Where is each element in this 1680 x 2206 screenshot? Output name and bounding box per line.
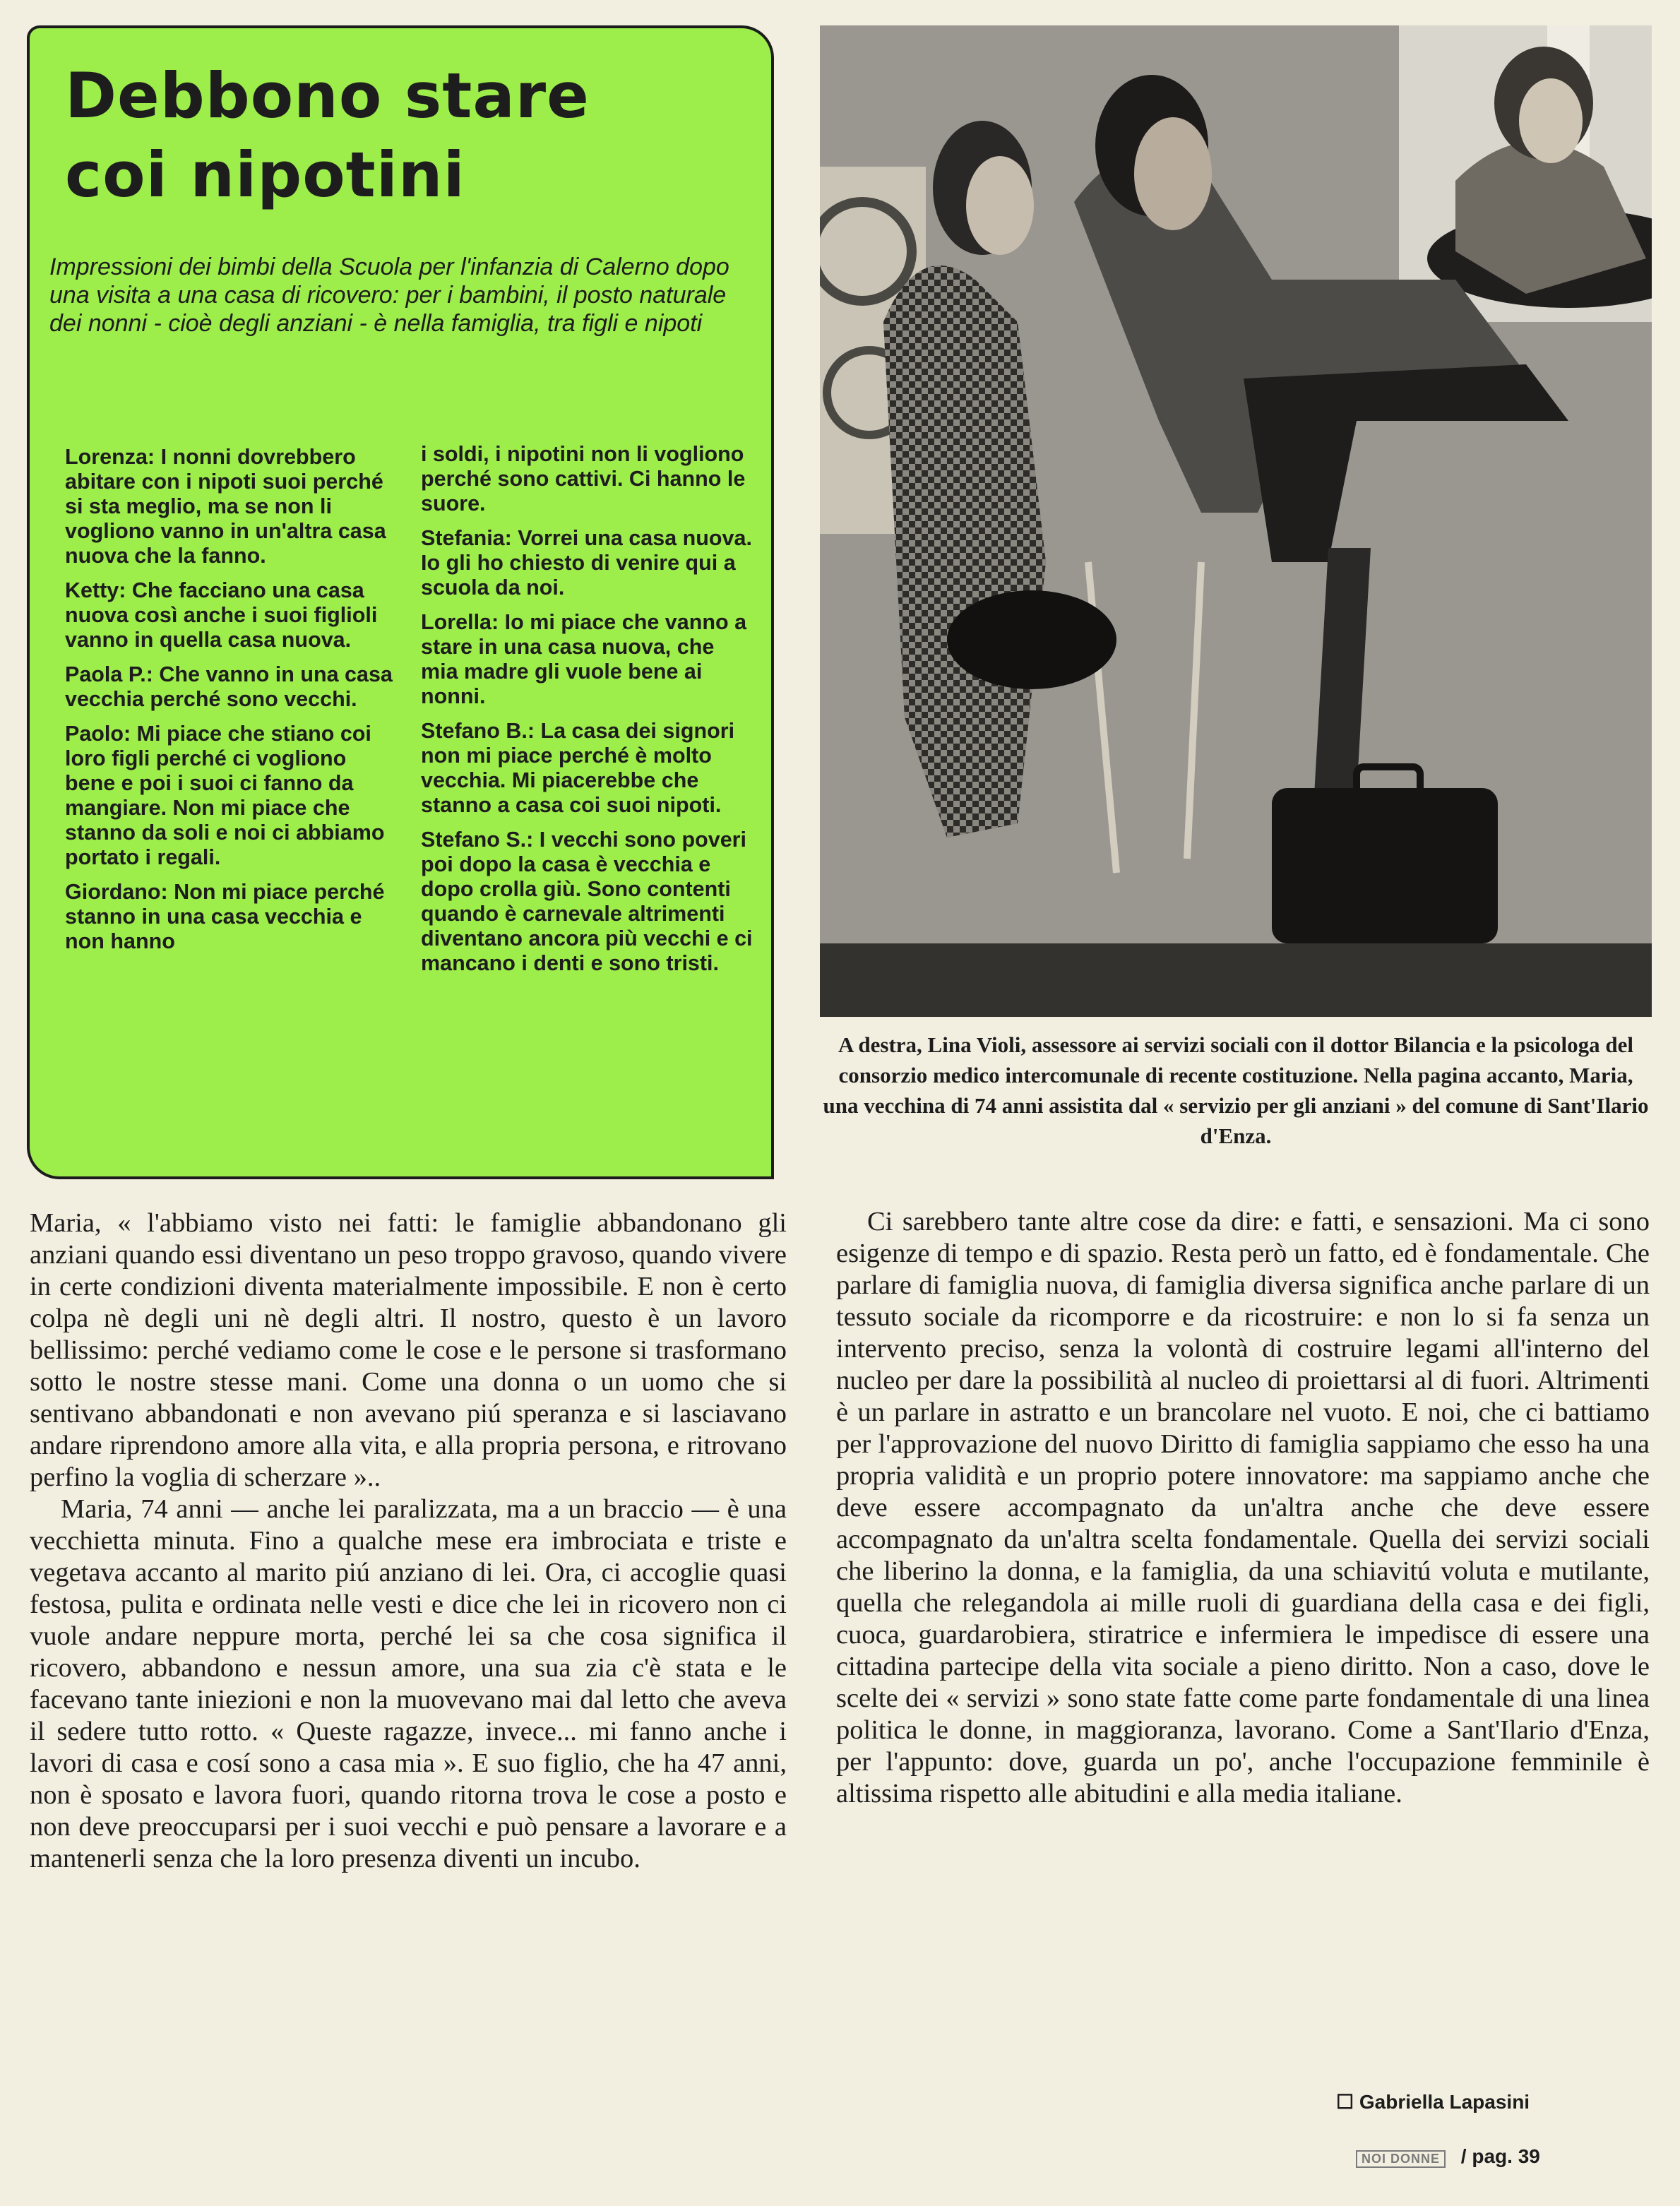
quote: Lorella: Io mi piace che vanno a stare in una casa nuova, che mia madre gli vuole bene ai nonni. bbox=[421, 610, 747, 708]
quote: Stefano S.: I vecchi sono poveri poi dopo la casa è vecchia e dopo crolla giù. Sono contenti quando è carnevale altrimenti diventano ancora più vecchi e ci mancano i denti e sono tristi. bbox=[421, 828, 753, 975]
meeting-photo bbox=[820, 25, 1652, 1017]
article-column-left bbox=[30, 1208, 787, 1875]
children-quotes-left bbox=[65, 445, 397, 964]
page-number: pag. 39 bbox=[1472, 2145, 1540, 2167]
author-byline: ☐ Gabriella Lapasini bbox=[1336, 2091, 1530, 2113]
quote: Lorenza: I nonni dovrebbero abitare con i nipoti suoi perché si sta meglio, ma se non li vogliono vanno in un'altra casa nuova che la fanno. bbox=[65, 445, 386, 568]
photo-caption: A destra, Lina Violi, assessore ai servizi sociali con il dottor Bilancia e la psicologa del consorzio medico intercomunale di recente costituzione. Nella pagina accanto, Maria, una vecchina di 74 anni assistita dal « servizio per gli anziani » del comune di Sant'Ilario d'Enza. bbox=[823, 1032, 1649, 1148]
footer-separator: / bbox=[1460, 2145, 1467, 2167]
paragraph: Maria, « l'abbiamo visto nei fatti: le famiglie abbandonano gli anziani quando essi diventano un peso troppo gravoso, quando vivere in certe condizioni diventa materialmente impossibile. E non è certo colpa nè degli uni nè degli altri. Il nostro, questo è un lavoro bellissimo: perché vediamo come le cose e le persone si trasformano sotto le nostre stesse mani. Come una donna o un uomo che si sentivano abbandonati e non avevano piú speranza e si lasciavano andare riprendono amore alla vita, e alla propria persona, e ritrovano perfino la voglia di scherzare ».. bbox=[30, 1208, 787, 1492]
headline-line-1: Debbono stare bbox=[65, 59, 590, 132]
photo-illustration bbox=[820, 25, 1652, 1017]
quote: i soldi, i nipotini non li vogliono perché sono cattivi. Ci hanno le suore. bbox=[421, 442, 746, 515]
subtitle: Impressioni dei bimbi della Scuola per l'infanzia di Calerno dopo una visita a una casa di ricovero: per i bambini, il posto naturale dei nonni - cioè degli anziani - è nella famiglia, tra figli e nipoti bbox=[49, 254, 729, 337]
quote: Paolo: Mi piace che stiano coi loro figli perché ci vogliono bene e poi i suoi ci fanno da mangiare. Non mi piace che stanno da soli e noi ci abbiamo portato i regali. bbox=[65, 722, 385, 869]
headline bbox=[65, 56, 757, 215]
headline-line-2: coi nipotini bbox=[65, 138, 465, 211]
page-footer bbox=[1356, 2145, 1540, 2168]
paragraph: Ci sarebbero tante altre cose da dire: e fatti, e sensazioni. Ma ci sono esigenze di tempo e di spazio. Resta però un fatto, ed è fondamentale. Che parlare di famiglia nuova, di famiglia diversa significa anche parlare di un tessuto sociale da ricomporre e da ricostruire: e non lo si fa senza un intervento preciso, senza la volontà di costruire legami all'interno del nucleo per dare la possibilità al nucleo di proiettarsi al di fuori. Altrimenti è un parlare in astratto e un brancolare nel vuoto. E noi, che ci battiamo per l'approvazione del nuovo Diritto di famiglia sappiamo che esso ha una propria validità e un proprio potere innovatore: ma sappiamo anche che deve essere accompagnato da un'altra anche che deve essere accompagnato da un'altra scelta fondamentale. Quella dei servizi sociali che liberino la donna, e la famiglia, da una schiavitú voluta e mutilante, quella che relegandola ai mille ruoli di guardiana della casa e dei figli, cuoca, guardarobiera, stiratrice e infermiera le impedisce di essere una cittadina partecipe della vita sociale a pieno diritto. Non a caso, dove le scelte dei « servizi » sono state fatte come parte fondamentale di una linea politica le donne, in maggioranza, lavorano. Come a Sant'Ilario d'Enza, per l'appunto: dove, guarda un po', anche l'occupazione femminile è altissima rispetto alle abitudini e alla media italiane. bbox=[836, 1207, 1650, 1808]
quote: Paola P.: Che vanno in una casa vecchia perché sono vecchi. bbox=[65, 662, 393, 711]
quote: Ketty: Che facciano una casa nuova così anche i suoi figlioli vanno in quella casa nuova. bbox=[65, 578, 378, 652]
quote: Giordano: Non mi piace perché stanno in una casa vecchia e non hanno bbox=[65, 880, 385, 953]
quote: Stefano B.: La casa dei signori non mi piace perché è molto vecchia. Mi piacerebbe che stanno a casa coi suoi nipoti. bbox=[421, 719, 735, 817]
paragraph: Maria, 74 anni — anche lei paralizzata, ma a un braccio — è una vecchietta minuta. Fino a qualche mese era imbrociata e triste e vegetava accanto al marito piú anziano di lei. Ora, ci accoglie quasi festosa, pulita e ordinata nelle vesti e dice che lei in ricovero non ci vuole andare neppure morta, perché lei sa che cosa significa il ricovero, abbandono e nessun amore, una sua zia c'è stata e le facevano tante iniezioni e non la muovevano mai dal letto che aveva il sedere tutto rotto. « Queste ragazze, invece... mi fanno anche i lavori di casa e cosí sono a casa mia ». E suo figlio, che ha 47 anni, non è sposato e lavora fuori, quando ritorna trova le cose a posto e non deve preoccuparsi per i suoi vecchi e può pensare a lavorare e a mantenerli senza che la loro presenza diventi un incubo. bbox=[30, 1494, 787, 1873]
children-quotes-right bbox=[421, 442, 756, 986]
article-column-right bbox=[836, 1206, 1650, 1810]
magazine-name: NOI DONNE bbox=[1356, 2150, 1446, 2168]
quote: Stefania: Vorrei una casa nuova. Io gli ho chiesto di venire qui a scuola da noi. bbox=[421, 526, 752, 600]
